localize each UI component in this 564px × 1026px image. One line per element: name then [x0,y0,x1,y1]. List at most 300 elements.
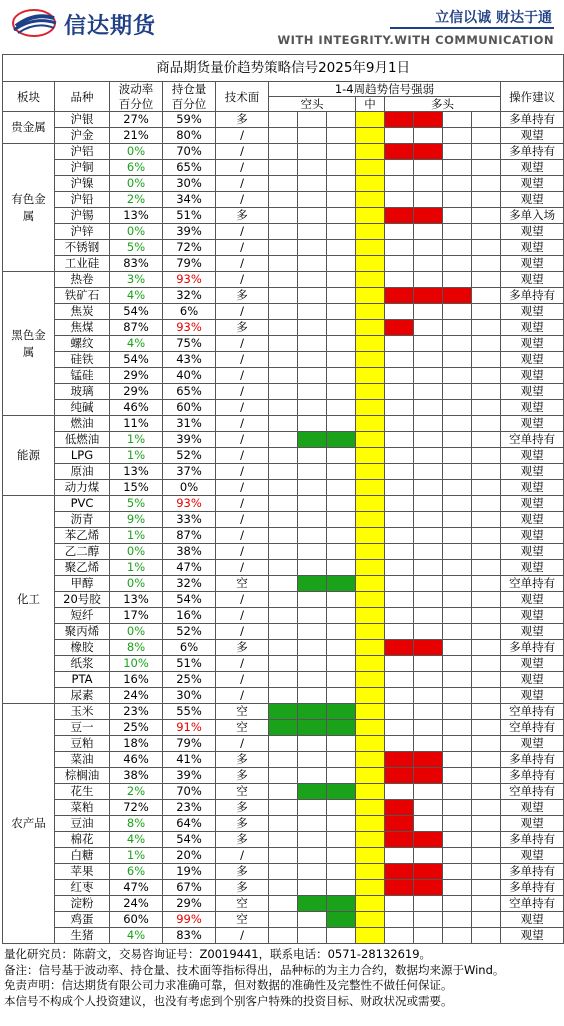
signal-cell [356,192,385,208]
signal-cell [327,608,356,624]
signal-cell [356,608,385,624]
signal-cell [269,880,298,896]
header-long: 多头 [385,97,501,112]
signal-cell [269,752,298,768]
signal-cell [443,592,472,608]
product-cell: 豆粕 [55,736,110,752]
signal-cell [356,496,385,512]
technical-cell: / [216,144,269,160]
technical-cell: 多 [216,320,269,336]
signal-cell [356,592,385,608]
volatility-cell: 9% [110,512,163,528]
signal-cell [356,464,385,480]
signal-cell [443,656,472,672]
signal-cell [327,880,356,896]
header-sector: 板块 [3,82,55,112]
signal-cell [414,880,443,896]
signal-cell [327,720,356,736]
table-row [3,112,564,128]
signal-cell [327,736,356,752]
signal-cell [472,672,501,688]
signal-cell [443,416,472,432]
slogan: 立信以诚 财达于通 [435,10,552,26]
product-cell: 花生 [55,784,110,800]
table-row [3,496,564,512]
advice-cell: 观望 [501,176,564,192]
signal-cell [414,160,443,176]
signal-cell [414,432,443,448]
disclaimer: 免责声明：信达期货有限公司力求准确可靠，但对数据的准确性及完整性不做任何保证。 [4,978,453,992]
signal-cell [298,208,327,224]
technical-cell: 多 [216,800,269,816]
header-short: 空头 [269,97,356,112]
signal-cell [472,304,501,320]
signal-cell [298,240,327,256]
product-cell: 短纤 [55,608,110,624]
signal-cell [327,144,356,160]
open-interest-cell: 87% [163,528,216,544]
signal-cell [414,352,443,368]
open-interest-cell: 65% [163,384,216,400]
open-interest-cell: 75% [163,336,216,352]
volatility-cell: 6% [110,160,163,176]
advice-cell: 观望 [501,592,564,608]
signal-cell [327,640,356,656]
volatility-cell: 13% [110,464,163,480]
table-row [3,880,564,896]
advice-cell: 观望 [501,416,564,432]
product-cell: 沪锌 [55,224,110,240]
volatility-cell: 2% [110,192,163,208]
signal-cell [472,512,501,528]
technical-cell: 多 [216,816,269,832]
signal-cell [385,608,414,624]
signal-cell [414,544,443,560]
signal-cell [298,752,327,768]
technical-cell: / [216,608,269,624]
signal-cell [269,672,298,688]
signal-cell [472,560,501,576]
signal-cell [414,768,443,784]
technical-cell: 空 [216,704,269,720]
signal-cell [472,880,501,896]
table-row [3,320,564,336]
product-cell: 白糖 [55,848,110,864]
technical-cell: / [216,304,269,320]
signal-cell [327,560,356,576]
table-row [3,912,564,928]
signal-cell [443,560,472,576]
signal-cell [472,480,501,496]
signal-cell [356,800,385,816]
table-row [3,512,564,528]
signal-cell [443,800,472,816]
signal-cell [269,528,298,544]
signal-cell [443,768,472,784]
table-row [3,640,564,656]
table-row [3,208,564,224]
advice-cell: 观望 [501,656,564,672]
signal-cell [269,800,298,816]
technical-cell: / [216,160,269,176]
open-interest-cell: 54% [163,832,216,848]
advice-cell: 多单持有 [501,640,564,656]
signal-cell [472,576,501,592]
signal-cell [356,272,385,288]
volatility-cell: 8% [110,816,163,832]
signal-cell [298,880,327,896]
volatility-cell: 1% [110,432,163,448]
technical-cell: 多 [216,832,269,848]
signal-cell [356,848,385,864]
signal-cell [385,400,414,416]
signal-cell [385,816,414,832]
advice-cell: 多单持有 [501,880,564,896]
product-cell: 棕榈油 [55,768,110,784]
signal-cell [327,352,356,368]
technical-cell: / [216,656,269,672]
signal-cell [443,512,472,528]
signal-cell [472,192,501,208]
product-cell: 沪银 [55,112,110,128]
signal-cell [269,448,298,464]
signal-cell [327,336,356,352]
signal-cell [327,576,356,592]
table-row [3,672,564,688]
signal-cell [269,288,298,304]
signal-cell [298,336,327,352]
open-interest-cell: 39% [163,224,216,240]
signal-cell [356,768,385,784]
signal-cell [327,864,356,880]
table-row [3,832,564,848]
signal-cell [443,336,472,352]
open-interest-cell: 54% [163,592,216,608]
header-volatility: 波动率 [110,82,163,97]
open-interest-cell: 47% [163,560,216,576]
signal-cell [327,832,356,848]
table-row [3,864,564,880]
advice-cell: 观望 [501,128,564,144]
signal-cell [414,320,443,336]
signal-cell [385,640,414,656]
volatility-cell: 10% [110,656,163,672]
volatility-cell: 6% [110,864,163,880]
signal-cell [298,704,327,720]
advice-cell: 多单持有 [501,864,564,880]
signal-cell [472,128,501,144]
signal-cell [385,336,414,352]
table-row [3,576,564,592]
signal-cell [385,384,414,400]
volatility-cell: 54% [110,304,163,320]
signal-cell [327,368,356,384]
signal-cell [298,896,327,912]
signal-cell [269,720,298,736]
technical-cell: / [216,560,269,576]
signal-cell [298,784,327,800]
signal-cell [356,224,385,240]
signal-cell [385,368,414,384]
signal-cell [298,672,327,688]
signal-cell [298,272,327,288]
signal-cell [443,624,472,640]
signal-cell [298,192,327,208]
signal-cell [298,736,327,752]
signal-cell [385,928,414,944]
signal-cell [269,576,298,592]
table-row [3,144,564,160]
table-row [3,240,564,256]
signal-cell [385,240,414,256]
signal-cell [269,896,298,912]
product-cell: 不锈钢 [55,240,110,256]
signal-cell [414,560,443,576]
signal-cell [385,352,414,368]
signal-cell [414,128,443,144]
product-cell: PVC [55,496,110,512]
signal-cell [414,688,443,704]
volatility-cell: 83% [110,256,163,272]
table-row [3,848,564,864]
signal-cell [472,336,501,352]
technical-cell: / [216,176,269,192]
signal-cell [298,176,327,192]
signal-cell [298,480,327,496]
signal-cell [298,160,327,176]
volatility-cell: 5% [110,240,163,256]
open-interest-cell: 41% [163,752,216,768]
signal-cell [269,432,298,448]
signal-cell [298,416,327,432]
signal-cell [327,304,356,320]
signal-cell [443,864,472,880]
signal-cell [443,688,472,704]
signal-cell [327,240,356,256]
technical-cell: / [216,368,269,384]
signal-cell [298,224,327,240]
signal-cell [385,528,414,544]
volatility-cell: 1% [110,560,163,576]
signal-cell [443,672,472,688]
table-row [3,432,564,448]
signal-cell [443,816,472,832]
volatility-cell: 17% [110,608,163,624]
signal-cell [356,256,385,272]
product-cell: 聚乙烯 [55,560,110,576]
signal-cell [356,576,385,592]
signal-cell [414,208,443,224]
signal-cell [385,288,414,304]
signal-cell [414,368,443,384]
signal-cell [356,288,385,304]
signal-cell [327,272,356,288]
signal-cell [385,176,414,192]
signal-cell [269,912,298,928]
advice-cell: 观望 [501,496,564,512]
signal-cell [327,592,356,608]
signal-cell [327,656,356,672]
product-cell: 工业硅 [55,256,110,272]
volatility-cell: 29% [110,384,163,400]
product-cell: 低燃油 [55,432,110,448]
technical-cell: 多 [216,880,269,896]
volatility-cell: 11% [110,416,163,432]
signal-cell [385,624,414,640]
signal-cell [298,816,327,832]
signal-cell [327,480,356,496]
sector-cell: 有色金属 [3,144,55,272]
signal-cell [327,752,356,768]
header-mid: 中 [356,97,385,112]
signal-cell [414,288,443,304]
technical-cell: / [216,848,269,864]
open-interest-cell: 83% [163,928,216,944]
signal-cell [356,816,385,832]
sector-cell: 贵金属 [3,112,55,144]
signal-cell [385,224,414,240]
volatility-cell: 15% [110,480,163,496]
signal-cell [327,672,356,688]
signal-cell [269,464,298,480]
product-cell: 沪铅 [55,192,110,208]
signal-cell [327,704,356,720]
table-row [3,704,564,720]
table-row [3,608,564,624]
signal-cell [298,544,327,560]
signal-cell [385,688,414,704]
volatility-cell: 5% [110,496,163,512]
volatility-cell: 60% [110,912,163,928]
signal-cell [327,416,356,432]
signal-cell [356,320,385,336]
signal-cell [414,832,443,848]
open-interest-cell: 39% [163,768,216,784]
signal-cell [443,240,472,256]
advice-cell: 多单持有 [501,832,564,848]
product-cell: 苯乙烯 [55,528,110,544]
advice-cell: 观望 [501,480,564,496]
product-cell: 甲醇 [55,576,110,592]
open-interest-cell: 31% [163,416,216,432]
signal-cell [356,560,385,576]
volatility-cell: 8% [110,640,163,656]
signal-cell [385,112,414,128]
technical-cell: 空 [216,576,269,592]
product-cell: 20号胶 [55,592,110,608]
table-row [3,352,564,368]
advice-cell: 空单持有 [501,432,564,448]
signal-cell [443,480,472,496]
signal-cell [385,544,414,560]
advice-cell: 多单持有 [501,768,564,784]
volatility-cell: 2% [110,784,163,800]
table-row [3,544,564,560]
signal-cell [472,368,501,384]
signal-cell [298,688,327,704]
product-cell: 尿素 [55,688,110,704]
product-cell: 沪镍 [55,176,110,192]
header-technical: 技术面 [216,82,269,112]
signal-cell [443,928,472,944]
signal-cell [472,208,501,224]
product-cell: 燃油 [55,416,110,432]
product-cell: 豆一 [55,720,110,736]
signal-cell [385,416,414,432]
signal-cell [443,896,472,912]
volatility-cell: 47% [110,880,163,896]
signal-cell [385,896,414,912]
volatility-cell: 0% [110,144,163,160]
open-interest-cell: 6% [163,640,216,656]
open-interest-cell: 25% [163,672,216,688]
header-volatility-pct: 百分位 [110,97,163,112]
signal-cell [414,784,443,800]
signal-cell [414,528,443,544]
signal-cell [385,160,414,176]
signal-cell [385,576,414,592]
signal-cell [414,272,443,288]
signal-cell [472,848,501,864]
signal-cell [327,512,356,528]
advice-cell: 观望 [501,400,564,416]
signal-cell [269,736,298,752]
signal-cell [472,832,501,848]
signal-cell [269,640,298,656]
signal-cell [327,432,356,448]
advice-cell: 观望 [501,672,564,688]
signal-cell [269,416,298,432]
table-row [3,128,564,144]
signal-cell [356,336,385,352]
technical-cell: / [216,448,269,464]
technical-cell: / [216,416,269,432]
table-row [3,464,564,480]
sector-cell: 化工 [3,496,55,704]
product-cell: 沥青 [55,512,110,528]
signal-cell [356,624,385,640]
advice-cell: 观望 [501,816,564,832]
advice-cell: 观望 [501,160,564,176]
signal-cell [356,432,385,448]
signal-cell [472,656,501,672]
advice-cell: 观望 [501,464,564,480]
signal-cell [269,176,298,192]
signal-cell [443,608,472,624]
signal-table-container [2,54,561,944]
signal-cell [298,320,327,336]
table-row [3,816,564,832]
footer-notes [4,947,560,1009]
technical-cell: / [216,400,269,416]
volatility-cell: 13% [110,208,163,224]
sector-cell: 黑色金属 [3,272,55,416]
signal-cell [327,208,356,224]
signal-cell [385,144,414,160]
volatility-cell: 25% [110,720,163,736]
signal-cell [298,832,327,848]
technical-cell: / [216,192,269,208]
signal-cell [414,656,443,672]
signal-cell [443,848,472,864]
technical-cell: 多 [216,208,269,224]
signal-cell [414,800,443,816]
signal-cell [385,304,414,320]
signal-cell [298,448,327,464]
volatility-cell: 4% [110,336,163,352]
volatility-cell: 0% [110,624,163,640]
open-interest-cell: 34% [163,192,216,208]
